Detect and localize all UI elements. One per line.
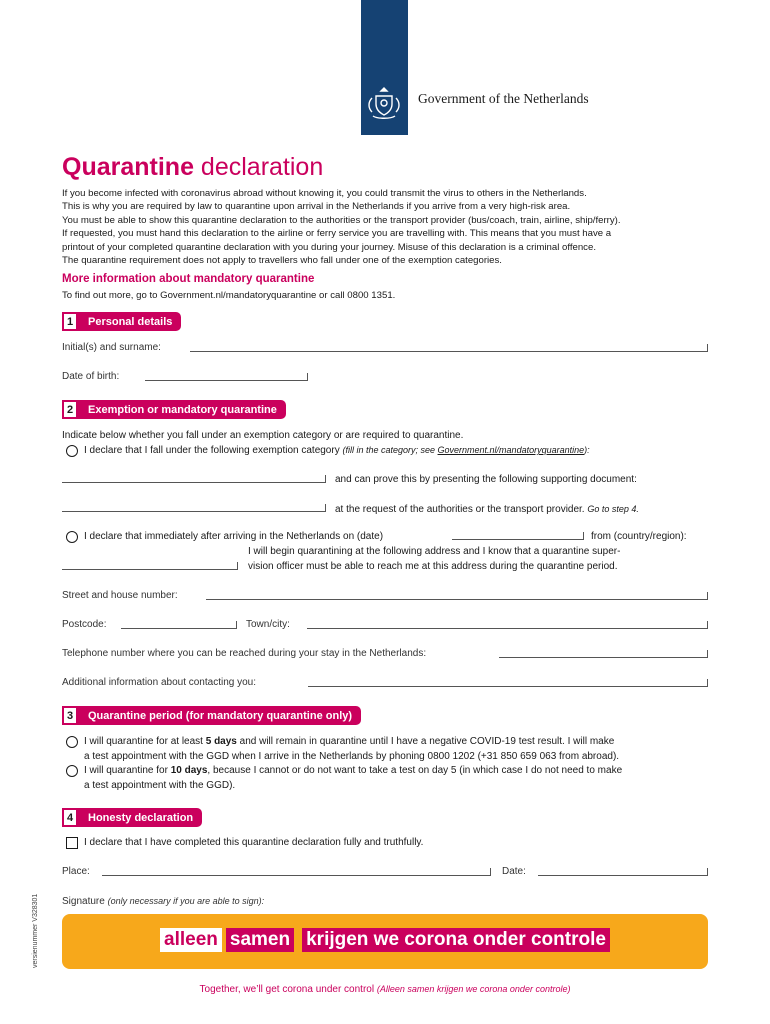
street-field[interactable] xyxy=(206,592,708,600)
street-label: Street and house number: xyxy=(62,590,178,601)
phone-field[interactable] xyxy=(499,650,708,658)
intro-line: If requested, you must hand this declaration to the airline or ferry service you are travelling with. This means that you must have a xyxy=(62,228,612,240)
opt1-days: 5 days xyxy=(205,736,237,747)
town-field[interactable] xyxy=(307,621,708,629)
page-title xyxy=(62,153,323,182)
ten-days-text xyxy=(84,764,622,778)
section-2-instruction: Indicate below whether you fall under an exemption category or are required to quarantine. xyxy=(62,430,464,441)
intro-line: The quarantine requirement does not apply to travellers who fall under one of the exemption categories. xyxy=(62,255,502,267)
name-label: Initial(s) and surname: xyxy=(62,342,161,353)
opt2-line2: I will begin quarantining at the following address and I know that a quarantine super- xyxy=(248,546,621,557)
arrival-date-field[interactable] xyxy=(452,532,584,540)
town-label: Town/city: xyxy=(246,619,290,630)
section-number: 4 xyxy=(62,808,78,827)
section-number: 1 xyxy=(62,312,78,331)
exemption-category-field[interactable] xyxy=(62,475,326,483)
section-1-badge xyxy=(62,312,181,331)
postcode-field[interactable] xyxy=(121,621,237,629)
version-number: versienummer V328301 xyxy=(32,893,39,968)
opt1-a: I will quarantine for at least xyxy=(84,736,206,747)
footer-text xyxy=(0,984,770,995)
slogan-phrase: krijgen we corona onder controle xyxy=(302,928,610,952)
campaign-banner xyxy=(62,914,708,969)
opt1-b: and will remain in quarantine until I have a negative COVID-19 test result. I will make xyxy=(236,736,615,747)
intro-line: This is why you are required by law to quarantine upon arrival in the Netherlands if you arrive from a very high-risk area. xyxy=(62,201,571,213)
slogan-word-alleen: alleen xyxy=(160,928,222,952)
opt2-b: , because I cannot or do not want to take a test on day 5 (in which case I do not need to make xyxy=(207,765,623,776)
ten-days-line2: a test appointment with the GGD). xyxy=(84,780,236,791)
exemption-radio[interactable] xyxy=(66,445,78,457)
section-title: Quarantine period (for mandatory quarantine only) xyxy=(78,706,361,725)
exemption-option-text xyxy=(84,443,590,458)
more-info-text: To find out more, go to Government.nl/mandatoryquarantine or call 0800 1351. xyxy=(62,290,396,301)
postcode-label: Postcode: xyxy=(62,619,107,630)
additional-field[interactable] xyxy=(308,679,708,687)
signature-text: Signature xyxy=(62,896,108,907)
additional-label: Additional information about contacting you: xyxy=(62,677,257,688)
opt2-from: from (country/region): xyxy=(591,531,687,542)
ten-days-radio[interactable] xyxy=(66,765,78,777)
opt1-line3 xyxy=(335,502,639,517)
country-field[interactable] xyxy=(62,562,238,570)
opt1-hint-end: ): xyxy=(584,445,590,455)
five-days-text xyxy=(84,735,614,749)
section-title: Exemption or mandatory quarantine xyxy=(78,400,286,419)
section-2-badge xyxy=(62,400,286,419)
royal-coat-of-arms-icon xyxy=(364,84,404,124)
signature-hint: (only necessary if you are able to sign): xyxy=(107,896,265,906)
logo-bar xyxy=(361,0,408,135)
quarantine-radio[interactable] xyxy=(66,531,78,543)
place-label: Place: xyxy=(62,866,90,877)
more-info-heading: More information about mandatory quarantine xyxy=(62,273,315,285)
slogan-word-samen: samen xyxy=(226,928,294,952)
opt2-line3: vision officer must be able to reach me at this address during the quarantine period. xyxy=(248,561,618,572)
dob-label: Date of birth: xyxy=(62,371,120,382)
section-number: 3 xyxy=(62,706,78,725)
intro-line: printout of your completed quarantine declaration with you during your journey. Misuse of this declaration is a criminal offence. xyxy=(62,241,596,253)
campaign-slogan xyxy=(62,928,708,952)
intro-line: If you become infected with coronavirus abroad without knowing it, you could transmit the virus to others in the Netherlands. xyxy=(62,188,587,199)
section-3-badge xyxy=(62,706,361,725)
date-label: Date: xyxy=(502,866,526,877)
supporting-document-field[interactable] xyxy=(62,504,326,512)
footer-italic: (Alleen samen krijgen we corona onder controle) xyxy=(376,984,571,994)
opt2-a: I will quarantine for xyxy=(84,765,171,776)
opt2-text: I declare that immediately after arriving in the Netherlands on (date) xyxy=(84,531,384,542)
exemption-link[interactable]: Government.nl/mandatoryquarantine xyxy=(437,445,585,455)
org-name: Government of the Netherlands xyxy=(418,91,589,106)
date-field[interactable] xyxy=(538,868,708,876)
intro-text xyxy=(62,187,712,267)
opt1-line2: and can prove this by presenting the following supporting document: xyxy=(335,474,637,485)
five-days-line2: a test appointment with the GGD when I arrive in the Netherlands by phoning 0800 1202 (+31 850 659 063 from abroad). xyxy=(84,751,620,762)
section-title: Personal details xyxy=(78,312,181,331)
name-field[interactable] xyxy=(190,344,708,352)
opt2-days: 10 days xyxy=(170,765,208,776)
goto-step4: Go to step 4. xyxy=(587,504,639,514)
opt1-text: I declare that I fall under the following exemption category xyxy=(84,445,343,456)
section-4-badge xyxy=(62,808,202,827)
title-bold: Quarantine xyxy=(62,153,194,181)
signature-label xyxy=(62,896,264,907)
honesty-checkbox[interactable] xyxy=(66,837,78,849)
honesty-text: I declare that I have completed this quarantine declaration fully and truthfully. xyxy=(84,837,424,848)
footer-main: Together, we’ll get corona under control xyxy=(199,984,377,995)
intro-line: You must be able to show this quarantine declaration to the authorities or the transport provider (bus/coach, train, airline, ship/ferry). xyxy=(62,214,621,226)
dob-field[interactable] xyxy=(145,373,308,381)
opt1-hint: (fill in the category; see xyxy=(342,445,438,455)
phone-label: Telephone number where you can be reached during your stay in the Netherlands: xyxy=(62,648,427,659)
section-number: 2 xyxy=(62,400,78,419)
place-field[interactable] xyxy=(102,868,491,876)
five-days-radio[interactable] xyxy=(66,736,78,748)
opt1-line3-text: at the request of the authorities or the transport provider. xyxy=(335,504,588,515)
title-rest: declaration xyxy=(193,153,324,181)
section-title: Honesty declaration xyxy=(78,808,202,827)
